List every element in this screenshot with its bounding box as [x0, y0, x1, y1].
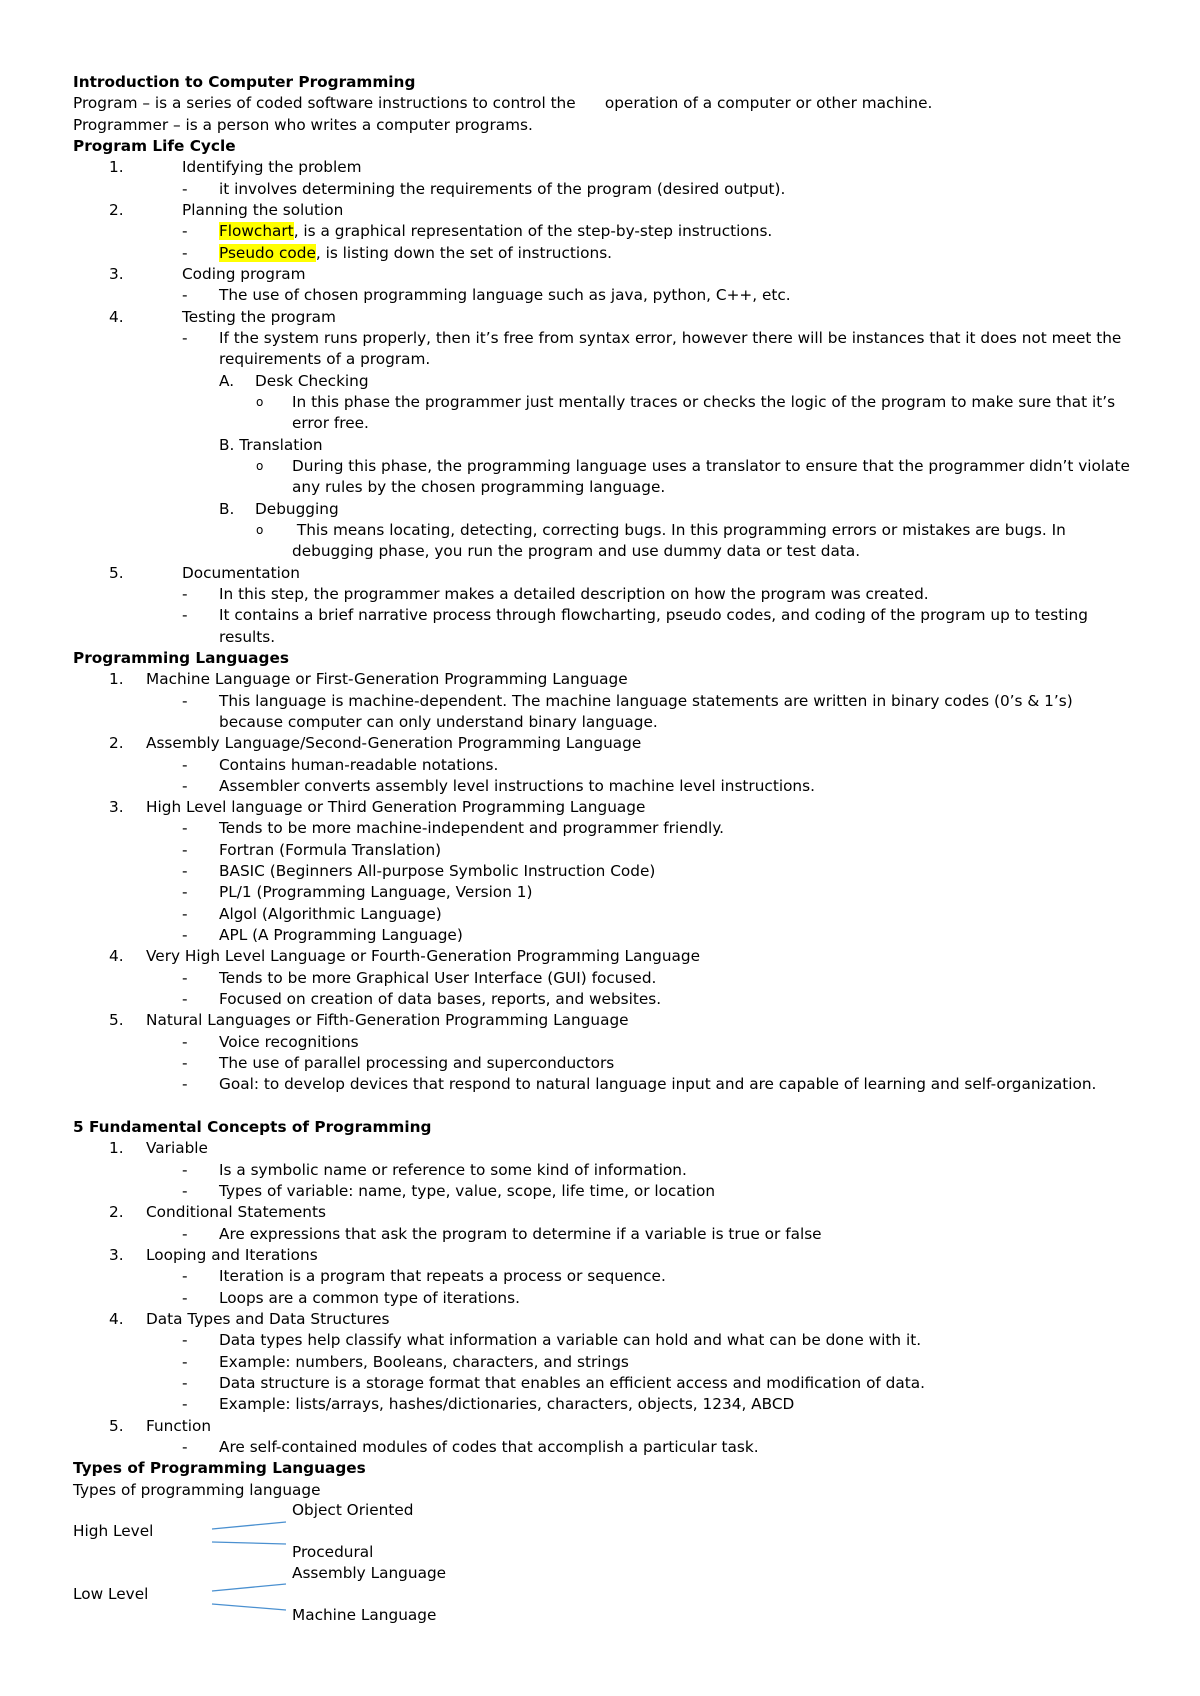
list-item: 2. Planning the solution: [109, 200, 344, 219]
section-heading-program-life-cycle: Program Life Cycle: [73, 136, 236, 155]
document-page: [73, 72, 1133, 1631]
list-subitem: - If the system runs properly, then it’s free from syntax error, however there will be instances that it does not meet the requirements of a program.: [182, 328, 1122, 369]
list-subitem: - Data structure is a storage format that enables an efficient access and modification of data.: [182, 1374, 926, 1393]
list-item: 3. Coding program: [109, 264, 306, 283]
connector-line: [212, 1522, 286, 1529]
list-subitem: - It contains a brief narrative process through flowcharting, pseudo codes, and coding of the program up to testing results.: [182, 606, 1088, 646]
tree-node-machine-language: Machine Language: [292, 1605, 437, 1624]
list-subitem: - The use of chosen programming language such as java, python, C++, etc.: [182, 286, 791, 305]
list-subitem: - Example: numbers, Booleans, characters, and strings: [182, 1352, 629, 1371]
list-item: 5. Documentation: [109, 563, 300, 582]
bullet-item: o In this phase the programmer just mentally traces or checks the logic of the program to make sure that it’s error free.: [256, 392, 1116, 433]
bullet-item: o During this phase, the programming language uses a translator to ensure that the programmer didn’t violate any rules by the chosen programming language.: [256, 456, 1130, 497]
sub-list-item: B. Translation: [219, 435, 323, 454]
list-subitem: - Is a symbolic name or reference to some kind of information.: [182, 1160, 687, 1179]
list-subitem: - Algol (Algorithmic Language): [182, 904, 442, 923]
highlighted-term-pseudo-code: Pseudo code: [219, 243, 316, 262]
list-subitem: - it involves determining the requirements of the program (desired output).: [182, 179, 786, 198]
connector-line: [212, 1584, 286, 1591]
connector-line: [212, 1542, 286, 1544]
list-subitem: - Contains human-readable notations.: [182, 755, 499, 774]
list-item: 1. Variable: [109, 1139, 208, 1158]
list-item: 1. Machine Language or First-Generation Programming Language: [109, 670, 628, 689]
bullet-item: o This means locating, detecting, correcting bugs. In this programming errors or mistakes are bugs. In debugging phase, you run the program and use dummy data or test data.: [256, 520, 1071, 561]
program-definition: Program – is a series of coded software instructions to control the operation of a computer or other machine.: [73, 94, 933, 113]
connector-line: [212, 1604, 286, 1610]
list-subitem: - Voice recognitions: [182, 1032, 359, 1051]
list-subitem: - Goal: to develop devices that respond to natural language input and are capable of learning and self-organization.: [182, 1075, 1097, 1094]
list-item: 4. Data Types and Data Structures: [109, 1310, 390, 1329]
tree-node-assembly-language: Assembly Language: [292, 1563, 447, 1582]
section-heading-fundamental-concepts: 5 Fundamental Concepts of Programming: [73, 1118, 432, 1137]
tree-node-high-level: High Level: [73, 1521, 154, 1540]
language-type-tree: [73, 1501, 1133, 1631]
tree-subtitle: Types of programming language: [73, 1480, 321, 1499]
list-subitem: - Pseudo code, is listing down the set of instructions.: [182, 243, 613, 262]
list-subitem: - In this step, the programmer makes a detailed description on how the program was created.: [182, 584, 929, 603]
list-subitem: - The use of parallel processing and superconductors: [182, 1054, 615, 1073]
list-item: 2. Conditional Statements: [109, 1203, 326, 1222]
list-item: 3. Looping and Iterations: [109, 1246, 318, 1265]
list-subitem: - BASIC (Beginners All-purpose Symbolic Instruction Code): [182, 862, 656, 881]
list-item: 4. Very High Level Language or Fourth-Generation Programming Language: [109, 947, 701, 966]
list-subitem: - Assembler converts assembly level instructions to machine level instructions.: [182, 776, 815, 795]
list-item: 2. Assembly Language/Second-Generation Programming Language: [109, 734, 642, 753]
list-subitem: - PL/1 (Programming Language, Version 1): [182, 883, 533, 902]
list-subitem: - APL (A Programming Language): [182, 926, 463, 945]
list-item: 1. Identifying the problem: [109, 158, 362, 177]
programmer-definition: Programmer – is a person who writes a computer programs.: [73, 115, 533, 134]
list-subitem: - This language is machine-dependent. The machine language statements are written in binary codes (0’s & 1’s) because computer can only understand binary language.: [182, 691, 1073, 731]
list-subitem: - Types of variable: name, type, value, scope, life time, or location: [182, 1182, 716, 1201]
page-title: Introduction to Computer Programming: [73, 73, 416, 91]
list-subitem: - Tends to be more machine-independent and programmer friendly.: [182, 819, 725, 838]
tree-node-object-oriented: Object Oriented: [292, 1500, 414, 1519]
list-subitem: - Loops are a common type of iterations.: [182, 1288, 520, 1307]
sub-list-item: B. Debugging: [219, 499, 339, 518]
list-subitem: - Are self-contained modules of codes that accomplish a particular task.: [182, 1438, 759, 1456]
list-subitem: - Tends to be more Graphical User Interface (GUI) focused.: [182, 968, 657, 987]
list-subitem: - Example: lists/arrays, hashes/dictionaries, characters, objects, 1234, ABCD: [182, 1395, 795, 1414]
list-subitem: - Iteration is a program that repeats a process or sequence.: [182, 1267, 666, 1286]
sub-list-item: A. Desk Checking: [219, 371, 369, 390]
list-item: 4. Testing the program: [109, 307, 336, 326]
list-subitem: - Fortran (Formula Translation): [182, 840, 442, 859]
list-item: 3. High Level language or Third Generation Programming Language: [109, 798, 646, 817]
section-heading-types-of-programming-languages: Types of Programming Languages: [73, 1459, 366, 1478]
list-subitem: - Data types help classify what information a variable can hold and what can be done with it.: [182, 1331, 922, 1350]
highlighted-term-flowchart: Flowchart: [219, 222, 294, 241]
section-heading-programming-languages: Programming Languages: [73, 648, 289, 667]
list-item: 5. Function: [109, 1416, 212, 1435]
list-item: 5. Natural Languages or Fifth-Generation Programming Language: [109, 1011, 629, 1030]
tree-node-low-level: Low Level: [73, 1584, 149, 1603]
list-subitem: - Are expressions that ask the program to determine if a variable is true or false: [182, 1224, 822, 1243]
tree-node-procedural: Procedural: [292, 1542, 374, 1561]
list-subitem: - Focused on creation of data bases, reports, and websites.: [182, 990, 662, 1009]
list-subitem: - Flowchart, is a graphical representation of the step-by-step instructions.: [182, 222, 773, 241]
